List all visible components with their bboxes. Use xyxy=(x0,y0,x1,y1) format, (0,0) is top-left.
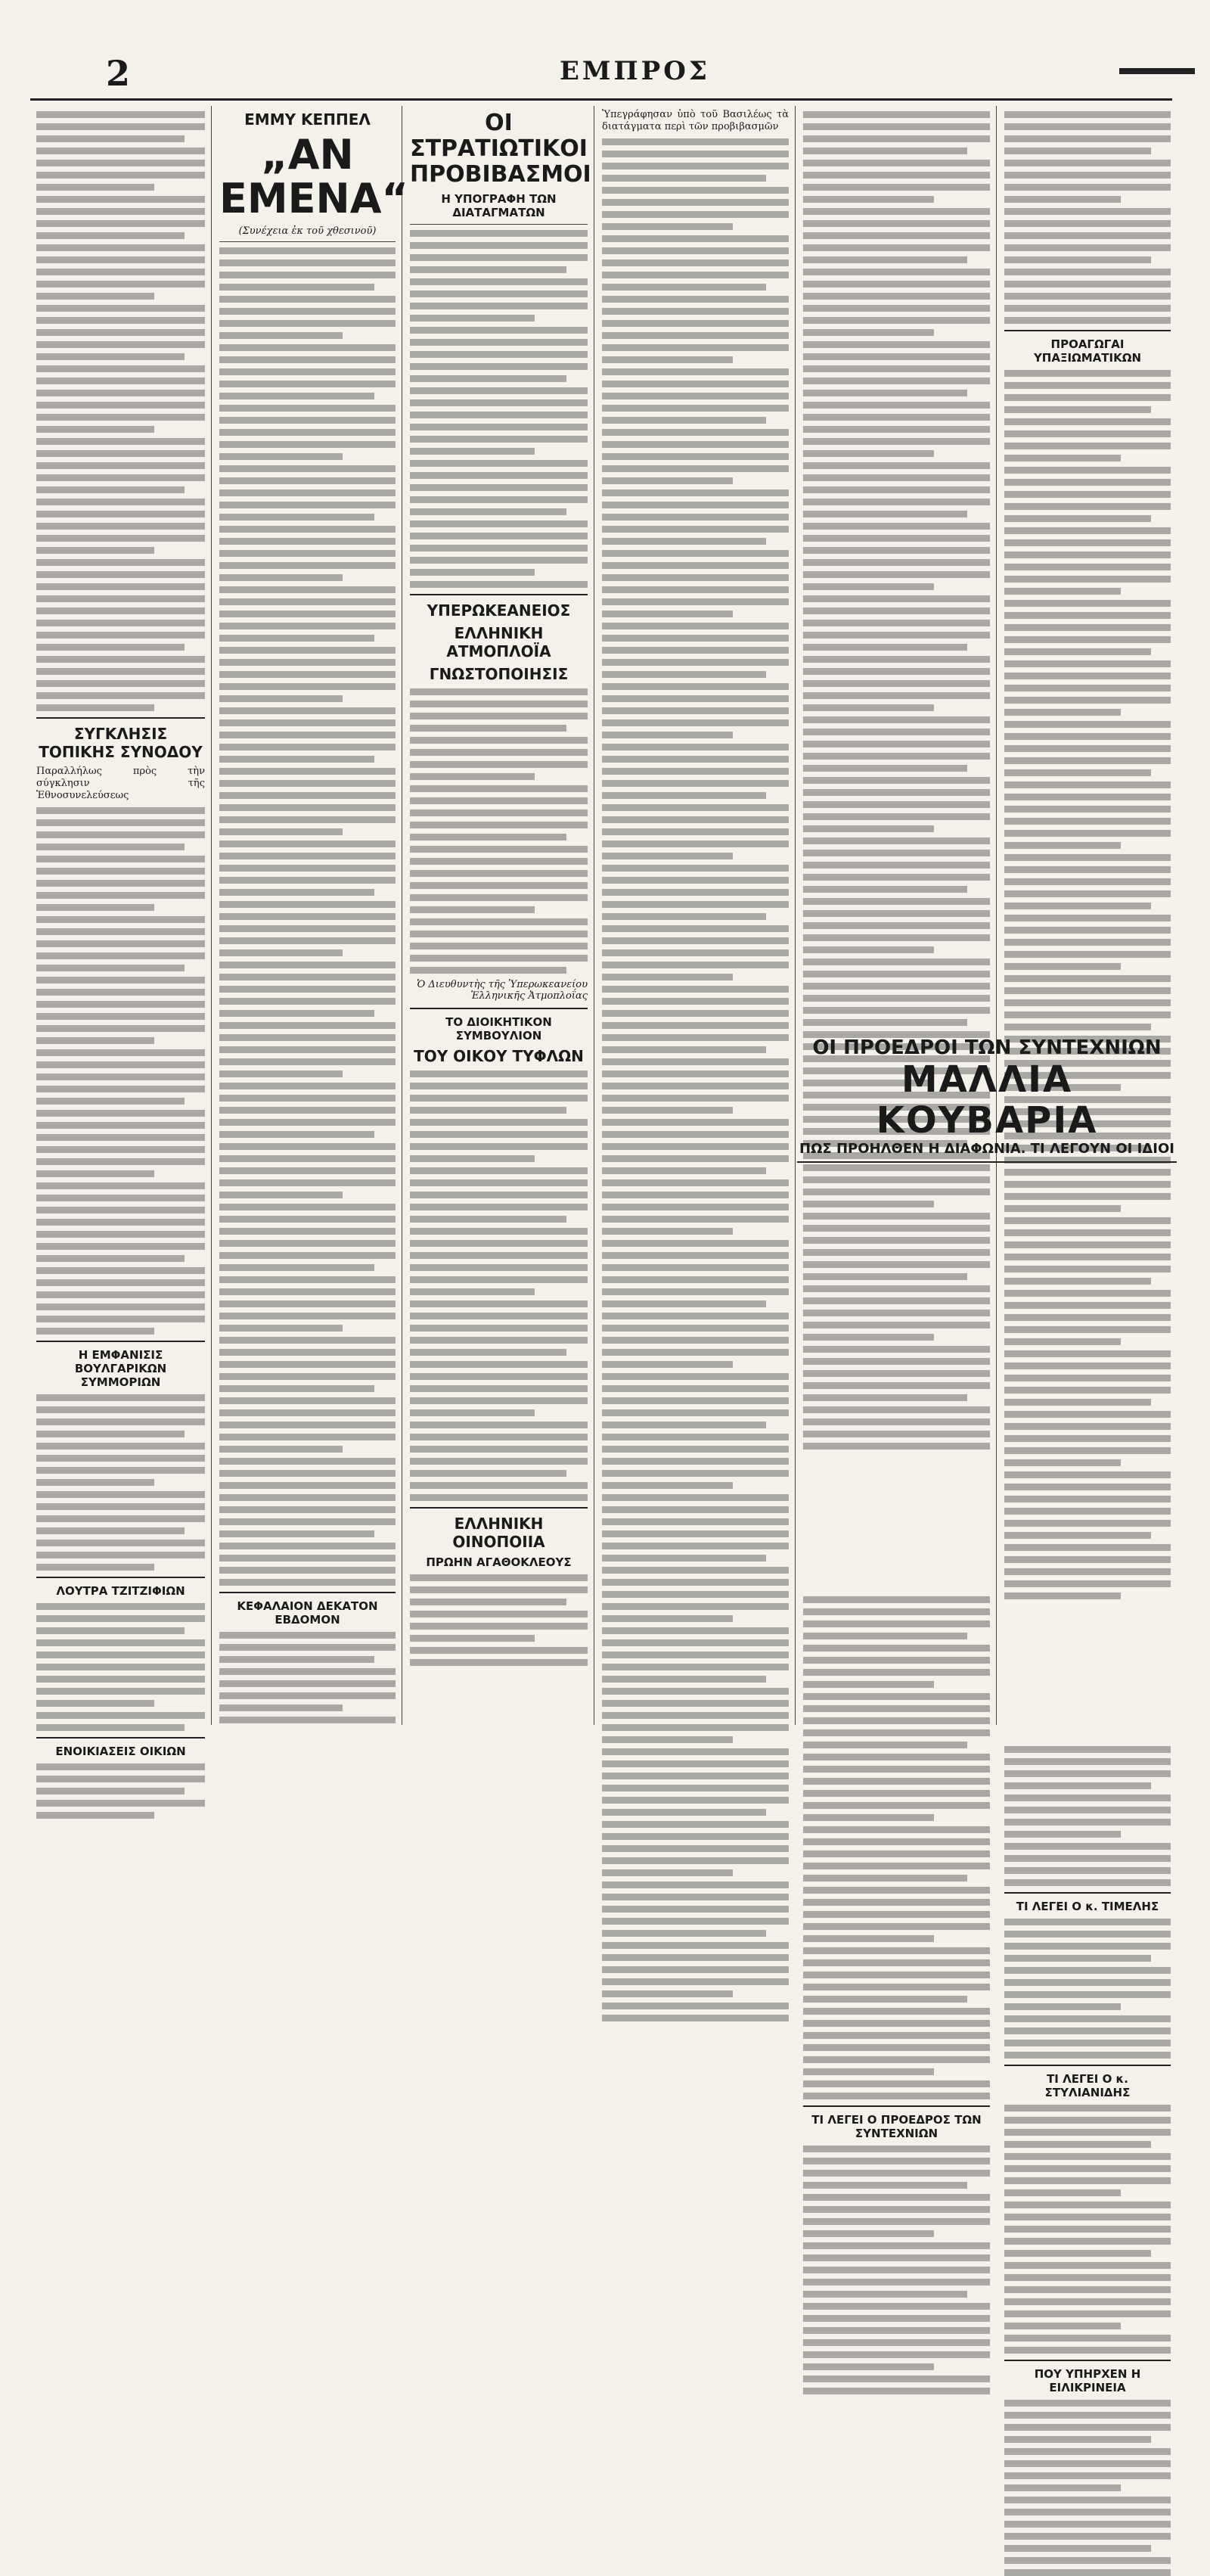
wide-headline-line1: ΟΙ ΠΡΟΕΔΡΟΙ ΤΩΝ ΣΥΝΤΕΧΝΙΩΝ xyxy=(812,1036,1162,1059)
article-body xyxy=(1004,1746,1171,1886)
ad-signature: Ὁ Διευθυντὴς τῆς Ὑπερωκεανείου Ἑλληνικῆς Ἀτμοπλοΐας xyxy=(417,979,588,1002)
chapter-heading: ΚΕΦΑΛΑΙΟΝ ΔΕΚΑΤΟΝ ΕΒΔΟΜΟΝ xyxy=(237,1599,378,1627)
column-2 xyxy=(213,106,408,1725)
page-number: 2 xyxy=(106,53,131,94)
article-body xyxy=(803,1596,990,2099)
wide-headline-main: ΜΑΛΛΙΑ ΚΟΥΒΑΡΙΑ xyxy=(876,1058,1098,1142)
page-header xyxy=(30,45,1172,101)
wide-headline-sub: ΠΩΣ ΠΡΟΗΛΘΕΝ Η ΔΙΑΦΩΝΙΑ. ΤΙ ΛΕΓΟΥΝ ΟΙ ΙΔΙΟΙ xyxy=(799,1141,1174,1157)
section-body xyxy=(410,1574,588,1666)
wide-headline-space xyxy=(803,1455,990,1591)
section-body xyxy=(1004,2105,1171,2354)
list-body xyxy=(1004,111,1171,324)
section-heading: ΛΟΥΤΡΑ ΤΖΙΤΖΙΦΙΩΝ xyxy=(56,1584,185,1598)
section-body xyxy=(803,2146,990,2394)
ad-body xyxy=(410,688,588,974)
list-body xyxy=(602,138,789,2021)
section-body xyxy=(36,807,205,1335)
section-heading: ΤΙ ΛΕΓΕΙ Ο ΠΡΟΕΔΡΟΣ ΤΩΝ ΣΥΝΤΕΧΝΙΩΝ xyxy=(811,2113,982,2140)
masthead: ΕΜΠΡΟΣ xyxy=(560,56,710,86)
column-3 xyxy=(404,106,594,1725)
section-heading: ΣΥΓΚΛΗΣΙΣ ΤΟΠΙΚΗΣ ΣΥΝΟΔΟΥ xyxy=(39,725,203,761)
serial-title: „ΑΝ ΕΜΕΝΑ“ xyxy=(219,131,408,222)
section-body xyxy=(36,1603,205,1731)
column-6 xyxy=(998,106,1177,2394)
column-5 xyxy=(797,106,997,2140)
section-lead: Παραλλήλως πρὸς τὴν σύγκλησιν τῆς Ἐθνοσυνελεύσεως xyxy=(36,766,205,801)
chapter-body xyxy=(219,1632,396,1723)
section-heading: Η ΕΜΦΑΝΙΣΙΣ ΒΟΥΛΓΑΡΙΚΩΝ ΣΥΜΜΟΡΙΩΝ xyxy=(74,1348,167,1389)
wide-headline xyxy=(797,1036,1177,1163)
column-1 xyxy=(30,106,212,1758)
lead-body xyxy=(410,230,588,588)
section-body xyxy=(36,1763,205,1819)
section-heading: ΠΡΟΑΓΩΓΑΙ ΥΠΑΞΙΩΜΑΤΙΚΩΝ xyxy=(1033,337,1142,365)
article-continuation xyxy=(36,111,205,711)
section-body xyxy=(410,1070,588,1501)
ad-heading: ΓΝΩΣΤΟΠΟΙΗΣΙΣ xyxy=(429,665,569,683)
section-body xyxy=(1004,370,1171,1599)
section-heading: ΤΟΥ ΟΙΚΟΥ ΤΥΦΛΩΝ xyxy=(414,1047,584,1065)
section-heading: ΤΙ ΛΕΓΕΙ Ο κ. ΣΤΥΛΙΑΝΙΔΗΣ xyxy=(1044,2072,1131,2099)
serial-author: ΕΜΜΥ ΚΕΠΠΕΛ xyxy=(244,110,371,129)
lead-subheadline: Η ΥΠΟΓΡΑΦΗ ΤΩΝ ΔΙΑΤΑΓΜΑΤΩΝ xyxy=(441,192,557,219)
section-heading: ΠΟΥ ΥΠΗΡΧΕΝ Η ΕΙΛΙΚΡΙΝΕΙΑ xyxy=(1034,2367,1141,2394)
section-heading: ΕΝΟΙΚΙΑΣΕΙΣ ΟΙΚΙΩΝ xyxy=(55,1745,186,1758)
column-4 xyxy=(596,106,796,1725)
section-heading: ΕΛΛΗΝΙΚΗ ΟΙΝΟΠΟΙΙΑ xyxy=(452,1515,545,1551)
serial-body xyxy=(219,247,396,1586)
list-body xyxy=(803,111,990,1450)
ad-heading: ΕΛΛΗΝΙΚΗ ΑΤΜΟΠΛΟΪΑ xyxy=(446,624,551,660)
section-heading: ΠΡΩΗΝ ΑΓΑΘΟΚΛΕΟΥΣ xyxy=(426,1555,572,1569)
section-heading: ΤΙ ΛΕΓΕΙ Ο κ. ΤΙΜΕΛΗΣ xyxy=(1016,1900,1159,1913)
lead-headline: ΟΙ ΣΤΡΑΤΙΩΤΙΚΟΙ ΠΡΟΒΙΒΑΣΜΟΙ xyxy=(410,110,591,188)
section-body xyxy=(1004,1919,1171,2059)
serial-continued: (Συνέχεια ἐκ τοῦ χθεσινοῦ) xyxy=(238,225,377,237)
section-heading: ΤΟ ΔΙΟΙΚΗΤΙΚΟΝ ΣΥΜΒΟΥΛΙΟΝ xyxy=(445,1015,552,1043)
header-rule xyxy=(1119,68,1195,74)
wide-headline-space xyxy=(1004,1605,1171,1741)
lead-text: Ὑπεγράφησαν ὑπὸ τοῦ Βασιλέως τὰ διατάγματα περὶ τῶν προβιβασμῶν xyxy=(602,109,789,132)
section-body xyxy=(36,1394,205,1571)
section-body xyxy=(1004,2400,1171,2576)
ad-heading: ΥΠΕΡΩΚΕΑΝΕΙΟΣ xyxy=(427,601,571,620)
